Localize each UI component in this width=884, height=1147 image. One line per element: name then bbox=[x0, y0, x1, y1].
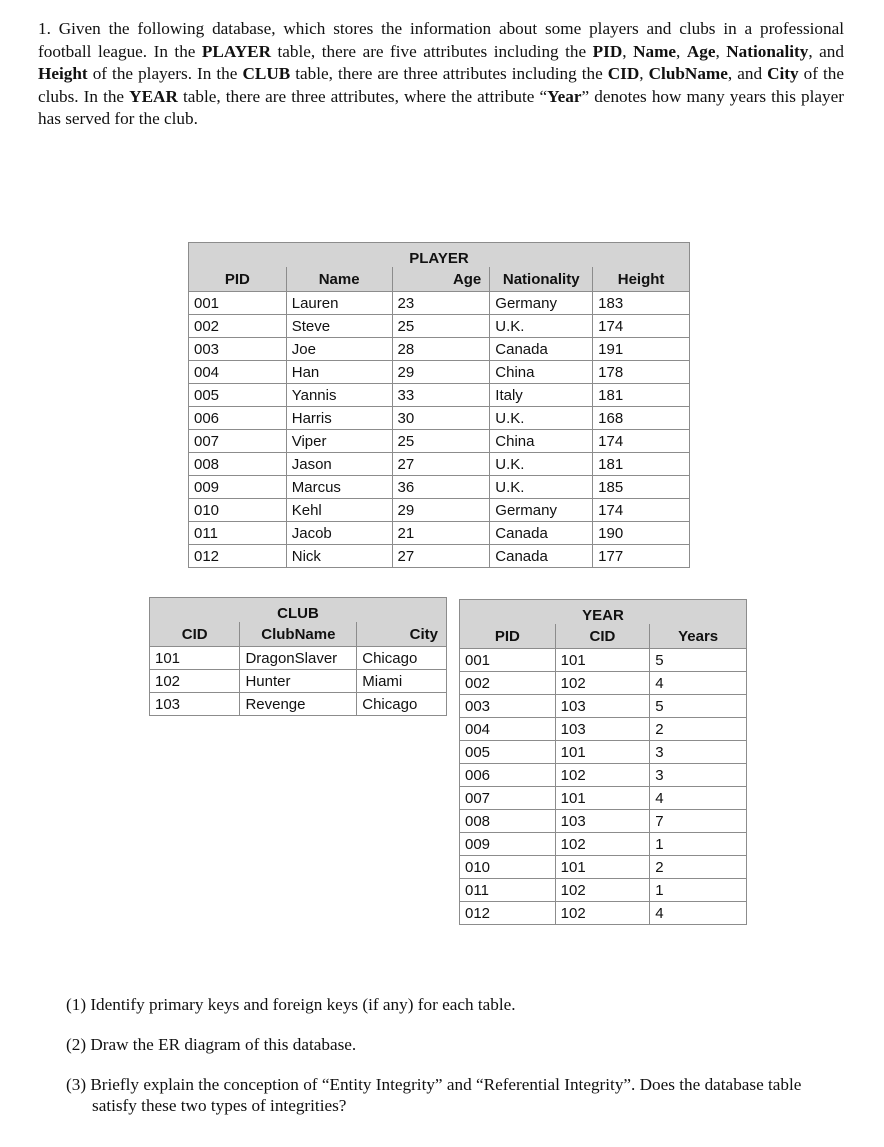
year-cell: 101 bbox=[555, 787, 650, 810]
club-cell: 102 bbox=[150, 670, 240, 693]
player-cell: 004 bbox=[189, 361, 287, 384]
club-table bbox=[149, 597, 447, 716]
player-cell: 174 bbox=[593, 315, 690, 338]
year-cell: 102 bbox=[555, 764, 650, 787]
year-table-title: YEAR bbox=[460, 600, 747, 625]
player-cell: 178 bbox=[593, 361, 690, 384]
club-cell: Revenge bbox=[240, 693, 357, 716]
club-table-row bbox=[150, 693, 447, 716]
club-cell: 101 bbox=[150, 647, 240, 670]
player-cell: China bbox=[490, 430, 593, 453]
year-cell: 001 bbox=[460, 649, 556, 672]
player-col-nationality: Nationality bbox=[490, 267, 593, 292]
player-cell: Kehl bbox=[286, 499, 392, 522]
year-table-row bbox=[460, 695, 747, 718]
player-cell: 007 bbox=[189, 430, 287, 453]
keyword-year: YEAR bbox=[129, 86, 178, 106]
questions-list bbox=[66, 994, 836, 1135]
keyword-age: Age bbox=[686, 41, 716, 61]
club-body bbox=[150, 647, 447, 716]
year-cell: 008 bbox=[460, 810, 556, 833]
player-table-row bbox=[189, 522, 690, 545]
player-table bbox=[188, 242, 690, 568]
year-col-years: Years bbox=[650, 624, 747, 649]
player-cell: 27 bbox=[392, 545, 490, 568]
year-cell: 102 bbox=[555, 879, 650, 902]
player-cell: 29 bbox=[392, 361, 490, 384]
year-header-row bbox=[460, 624, 747, 649]
year-cell: 101 bbox=[555, 649, 650, 672]
year-cell: 103 bbox=[555, 695, 650, 718]
player-cell: 191 bbox=[593, 338, 690, 361]
year-cell: 4 bbox=[650, 672, 747, 695]
player-cell: Harris bbox=[286, 407, 392, 430]
question-1: (1) Identify primary keys and foreign keys (if any) for each table. bbox=[66, 995, 516, 1014]
player-cell: 33 bbox=[392, 384, 490, 407]
year-table-row bbox=[460, 787, 747, 810]
player-header-row bbox=[189, 267, 690, 292]
year-cell: 1 bbox=[650, 833, 747, 856]
player-table-row bbox=[189, 545, 690, 568]
year-table-row bbox=[460, 833, 747, 856]
keyword-cid: CID bbox=[607, 64, 640, 83]
club-table-row bbox=[150, 647, 447, 670]
player-cell: 006 bbox=[189, 407, 287, 430]
keyword-pid: PID bbox=[592, 41, 623, 61]
club-table-row bbox=[150, 670, 447, 693]
player-col-height: Height bbox=[593, 267, 690, 292]
player-cell: Canada bbox=[490, 522, 593, 545]
player-cell: Han bbox=[286, 361, 392, 384]
year-cell: 103 bbox=[555, 810, 650, 833]
year-table-row bbox=[460, 810, 747, 833]
player-cell: U.K. bbox=[490, 315, 593, 338]
keyword-city: City bbox=[767, 64, 799, 83]
player-cell: U.K. bbox=[490, 453, 593, 476]
player-cell: Marcus bbox=[286, 476, 392, 499]
year-table-row bbox=[460, 902, 747, 925]
year-cell: 102 bbox=[555, 833, 650, 856]
player-cell: 003 bbox=[189, 338, 287, 361]
player-cell: Joe bbox=[286, 338, 392, 361]
player-cell: Canada bbox=[490, 545, 593, 568]
player-col-age: Age bbox=[392, 267, 490, 292]
club-col-clubname: ClubName bbox=[240, 622, 357, 647]
player-cell: 23 bbox=[392, 292, 490, 315]
year-cell: 4 bbox=[650, 902, 747, 925]
player-table-row bbox=[189, 453, 690, 476]
year-cell: 005 bbox=[460, 741, 556, 764]
player-col-name: Name bbox=[286, 267, 392, 292]
club-col-cid: CID bbox=[150, 622, 240, 647]
year-cell: 010 bbox=[460, 856, 556, 879]
player-cell: 010 bbox=[189, 499, 287, 522]
player-cell: 27 bbox=[392, 453, 490, 476]
player-cell: U.K. bbox=[490, 476, 593, 499]
problem-statement: 1. Given the following database, which stores the information about some players and clubs in a professional football league. In the PLAYER table, there are five attributes including the PID, Name, Age, Nationality, and Height of the players. In the CLUB table, there are three attributes including the CID, ClubName, and City of the clubs. In the YEAR table, there are three attributes, where the attribute “Year” denotes how many years this player has served for the club. bbox=[38, 19, 844, 128]
player-cell: 177 bbox=[593, 545, 690, 568]
year-cell: 102 bbox=[555, 902, 650, 925]
year-table-row bbox=[460, 672, 747, 695]
year-cell: 5 bbox=[650, 649, 747, 672]
player-table-row bbox=[189, 384, 690, 407]
year-body bbox=[460, 649, 747, 925]
year-cell: 009 bbox=[460, 833, 556, 856]
year-cell: 012 bbox=[460, 902, 556, 925]
year-cell: 007 bbox=[460, 787, 556, 810]
year-cell: 1 bbox=[650, 879, 747, 902]
year-cell: 3 bbox=[650, 764, 747, 787]
player-cell: U.K. bbox=[490, 407, 593, 430]
club-cell: Miami bbox=[357, 670, 447, 693]
player-cell: 168 bbox=[593, 407, 690, 430]
player-cell: 005 bbox=[189, 384, 287, 407]
year-cell: 103 bbox=[555, 718, 650, 741]
year-cell: 3 bbox=[650, 741, 747, 764]
player-cell: 009 bbox=[189, 476, 287, 499]
player-cell: Yannis bbox=[286, 384, 392, 407]
club-cell: 103 bbox=[150, 693, 240, 716]
player-table-row bbox=[189, 476, 690, 499]
player-cell: 011 bbox=[189, 522, 287, 545]
club-cell: DragonSlaver bbox=[240, 647, 357, 670]
player-cell: 190 bbox=[593, 522, 690, 545]
player-cell: 21 bbox=[392, 522, 490, 545]
year-table bbox=[459, 599, 747, 925]
year-col-pid: PID bbox=[460, 624, 556, 649]
player-cell: Steve bbox=[286, 315, 392, 338]
year-table-row bbox=[460, 718, 747, 741]
question-2: (2) Draw the ER diagram of this database. bbox=[66, 1035, 357, 1054]
player-cell: 012 bbox=[189, 545, 287, 568]
club-header-row bbox=[150, 622, 447, 647]
club-cell: Chicago bbox=[357, 647, 447, 670]
player-cell: 36 bbox=[392, 476, 490, 499]
player-cell: Jacob bbox=[286, 522, 392, 545]
year-cell: 2 bbox=[650, 718, 747, 741]
keyword-height: Height bbox=[38, 64, 88, 83]
year-table-row bbox=[460, 856, 747, 879]
player-table-row bbox=[189, 315, 690, 338]
player-table-row bbox=[189, 430, 690, 453]
player-cell: 29 bbox=[392, 499, 490, 522]
player-cell: 181 bbox=[593, 384, 690, 407]
player-cell: 001 bbox=[189, 292, 287, 315]
player-cell: Canada bbox=[490, 338, 593, 361]
player-cell: 174 bbox=[593, 499, 690, 522]
year-cell: 4 bbox=[650, 787, 747, 810]
club-cell: Chicago bbox=[357, 693, 447, 716]
player-cell: 183 bbox=[593, 292, 690, 315]
year-table-row bbox=[460, 879, 747, 902]
player-cell: 002 bbox=[189, 315, 287, 338]
player-cell: Germany bbox=[490, 292, 593, 315]
year-cell: 004 bbox=[460, 718, 556, 741]
player-table-row bbox=[189, 407, 690, 430]
player-body bbox=[189, 292, 690, 568]
year-cell: 101 bbox=[555, 856, 650, 879]
player-cell: China bbox=[490, 361, 593, 384]
keyword-player: PLAYER bbox=[201, 41, 272, 61]
player-cell: Germany bbox=[490, 499, 593, 522]
player-cell: Viper bbox=[286, 430, 392, 453]
year-table-row bbox=[460, 764, 747, 787]
keyword-nationality: Nationality bbox=[726, 41, 809, 61]
player-cell: 181 bbox=[593, 453, 690, 476]
year-cell: 006 bbox=[460, 764, 556, 787]
player-cell: Jason bbox=[286, 453, 392, 476]
player-cell: Italy bbox=[490, 384, 593, 407]
player-table-row bbox=[189, 338, 690, 361]
year-cell: 003 bbox=[460, 695, 556, 718]
player-table-title: PLAYER bbox=[189, 243, 690, 268]
year-cell: 002 bbox=[460, 672, 556, 695]
player-table-row bbox=[189, 361, 690, 384]
player-table-row bbox=[189, 499, 690, 522]
club-table-title: CLUB bbox=[150, 598, 447, 623]
year-table-row bbox=[460, 741, 747, 764]
player-col-pid: PID bbox=[189, 267, 287, 292]
year-cell: 011 bbox=[460, 879, 556, 902]
year-cell: 5 bbox=[650, 695, 747, 718]
question-3: (3) Briefly explain the conception of “Entity Integrity” and “Referential Integrity”. Does the database table satisfy these two types of integrities? bbox=[66, 1075, 802, 1115]
player-cell: Lauren bbox=[286, 292, 392, 315]
player-cell: Nick bbox=[286, 545, 392, 568]
player-cell: 25 bbox=[392, 315, 490, 338]
year-cell: 102 bbox=[555, 672, 650, 695]
player-cell: 28 bbox=[392, 338, 490, 361]
player-cell: 30 bbox=[392, 407, 490, 430]
year-col-cid: CID bbox=[555, 624, 650, 649]
keyword-clubname: ClubName bbox=[648, 64, 728, 83]
player-cell: 25 bbox=[392, 430, 490, 453]
keyword-year-attr: Year bbox=[547, 86, 582, 106]
keyword-name: Name bbox=[633, 41, 677, 61]
year-cell: 7 bbox=[650, 810, 747, 833]
player-table-row bbox=[189, 292, 690, 315]
year-cell: 101 bbox=[555, 741, 650, 764]
keyword-club: CLUB bbox=[242, 64, 291, 83]
year-cell: 2 bbox=[650, 856, 747, 879]
player-cell: 185 bbox=[593, 476, 690, 499]
club-cell: Hunter bbox=[240, 670, 357, 693]
player-cell: 174 bbox=[593, 430, 690, 453]
year-table-row bbox=[460, 649, 747, 672]
player-cell: 008 bbox=[189, 453, 287, 476]
club-col-city: City bbox=[357, 622, 447, 647]
